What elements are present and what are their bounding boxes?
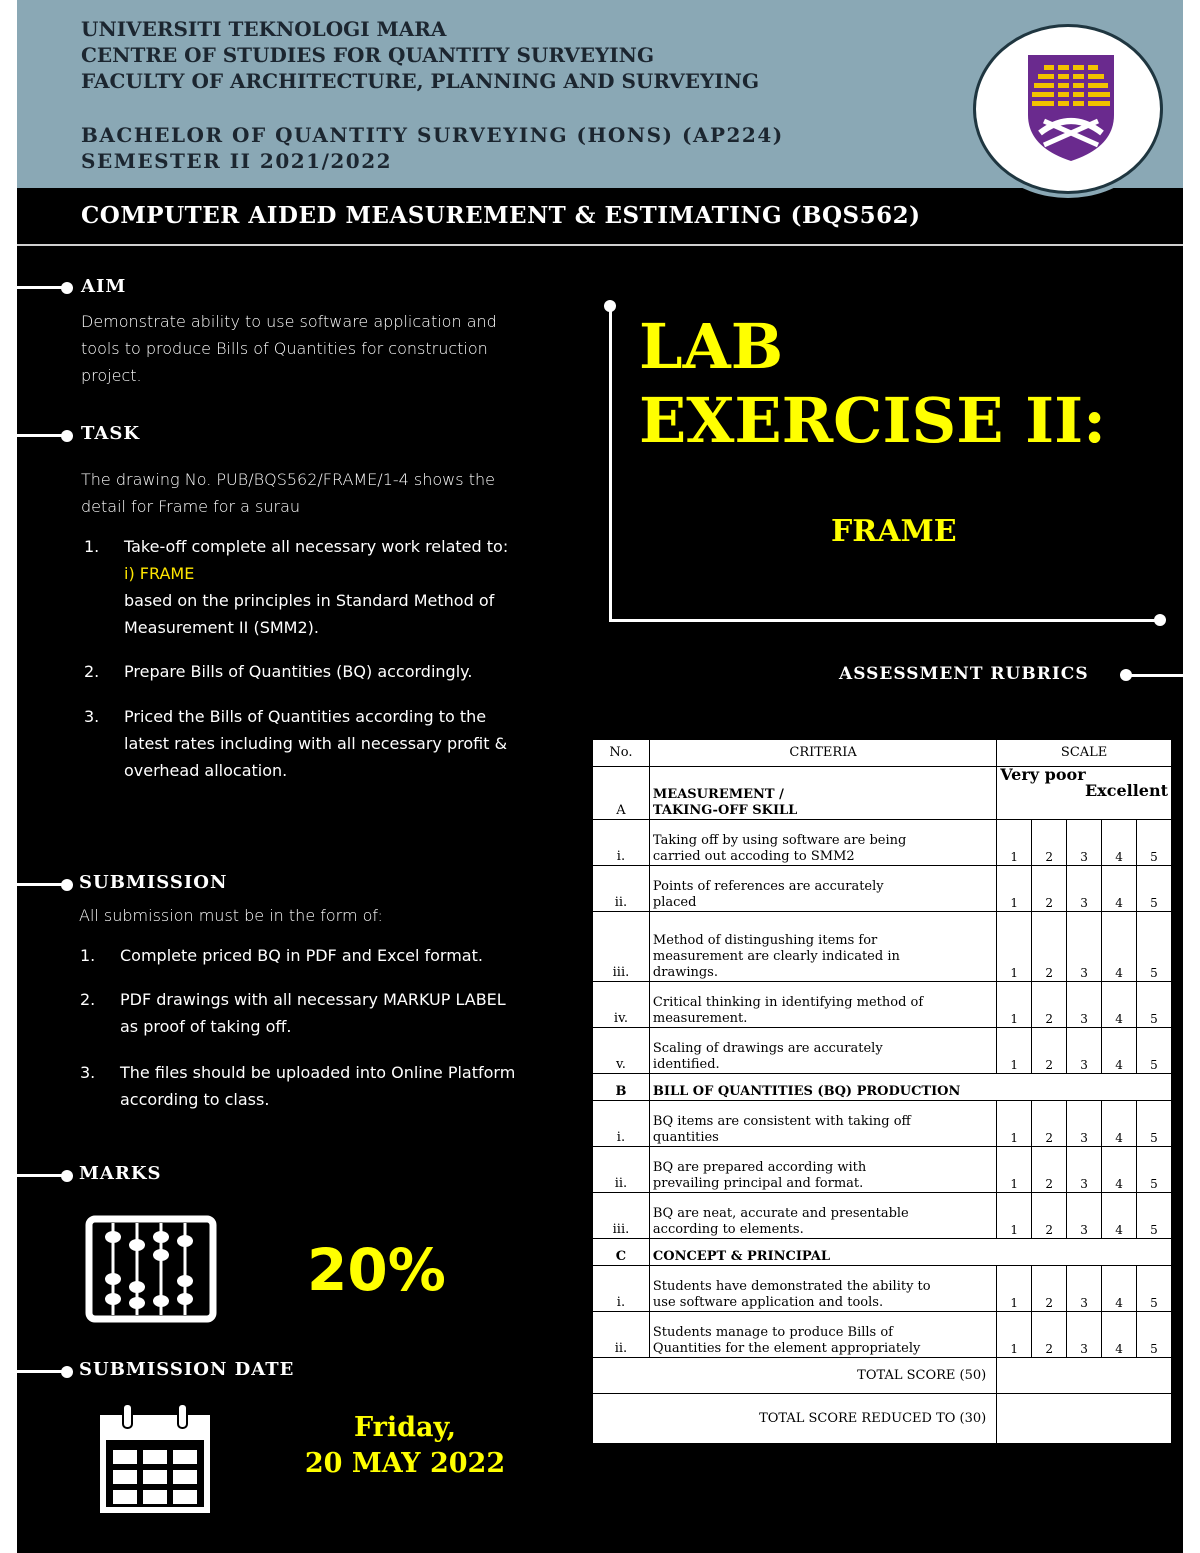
document-page	[17, 0, 1183, 1553]
task-item-1: 1. Take-off complete all necessary work related to: i) FRAME based on the principles in Standard Method of Measurement II (SMM2).	[84, 537, 509, 637]
table-row: i. Students have demonstrated the ability to use software application and tools. 1 2 3 4 5	[593, 1266, 1172, 1312]
task-item-frame: i) FRAME	[124, 564, 195, 583]
task-connector	[17, 434, 67, 437]
divider	[17, 244, 1183, 246]
section-b-row: B BILL OF QUANTITIES (BQ) PRODUCTION	[593, 1074, 1172, 1101]
submission-connector	[17, 883, 67, 886]
table-header-row: No. CRITERIA SCALE	[593, 740, 1172, 767]
frame-horizontal-line	[609, 619, 1161, 622]
submission-date-title: SUBMISSION DATE	[79, 1359, 295, 1380]
marks-bullet	[61, 1170, 73, 1182]
lab-exercise-title: LAB EXERCISE II:	[639, 310, 1106, 457]
submission-bullet	[61, 879, 73, 891]
section-a-row: A MEASUREMENT / TAKING-OFF SKILL Very poor Excellent	[593, 767, 1172, 820]
table-row: ii. BQ are prepared according with prevailing principal and format. 1 2 3 4 5	[593, 1147, 1172, 1193]
table-row: ii. Students manage to produce Bills of Quantities for the element appropriately 1 2 3 4 5	[593, 1312, 1172, 1358]
faculty-name: FACULTY OF ARCHITECTURE, PLANNING AND SURVEYING	[81, 69, 760, 93]
table-row: i. BQ items are consistent with taking off quantities 1 2 3 4 5	[593, 1101, 1172, 1147]
total-reduced-row: TOTAL SCORE REDUCED TO (30)	[593, 1394, 1172, 1444]
uitm-crest-icon	[1024, 51, 1118, 163]
submission-date-connector	[17, 1370, 67, 1373]
uitm-logo	[973, 24, 1163, 194]
calendar-icon	[99, 1402, 211, 1514]
task-item-3: 3. Priced the Bills of Quantities according to the latest rates including with all necessary profit & overhead allocation.	[84, 707, 508, 780]
programme-name: BACHELOR OF QUANTITY SURVEYING (HONS) (AP224)	[81, 123, 784, 147]
table-row: v. Scaling of drawings are accurately identified. 1 2 3 4 5	[593, 1028, 1172, 1074]
table-row: ii. Points of references are accurately placed 1 2 3 4 5	[593, 866, 1172, 912]
section-c-row: C CONCEPT & PRINCIPAL	[593, 1239, 1172, 1266]
task-bullet	[61, 430, 73, 442]
frame-end-dot	[1154, 614, 1166, 626]
submission-intro: All submission must be in the form of:	[79, 906, 383, 925]
total-score-row: TOTAL SCORE (50)	[593, 1358, 1172, 1394]
aim-connector	[17, 286, 67, 289]
task-item-2: 2. Prepare Bills of Quantities (BQ) accordingly.	[84, 662, 473, 681]
abacus-icon	[85, 1215, 217, 1323]
aim-title: AIM	[81, 276, 127, 297]
task-intro: The drawing No. PUB/BQS562/FRAME/1-4 shows the detail for Frame for a surau	[81, 470, 495, 516]
centre-name: CENTRE OF STUDIES FOR QUANTITY SURVEYING	[81, 43, 655, 67]
table-row: iii. Method of distingushing items for measurement are clearly indicated in drawings. 1 2 3 4 5	[593, 912, 1172, 982]
table-row: i. Taking off by using software are being carried out accoding to SMM2 1 2 3 4 5	[593, 820, 1172, 866]
marks-connector	[17, 1174, 67, 1177]
lab-subtitle: FRAME	[831, 514, 957, 549]
aim-text: Demonstrate ability to use software application and tools to produce Bills of Quantities for construction project.	[81, 312, 497, 385]
marks-title: MARKS	[79, 1163, 162, 1184]
task-title: TASK	[81, 423, 141, 444]
university-name: UNIVERSITI TEKNOLOGI MARA	[81, 17, 447, 41]
aim-bullet	[61, 282, 73, 294]
rubrics-title: ASSESSMENT RUBRICS	[839, 664, 1089, 684]
submission-item-3: 3. The files should be uploaded into Online Platform according to class.	[80, 1063, 516, 1109]
table-row: iii. BQ are neat, accurate and presentable according to elements. 1 2 3 4 5	[593, 1193, 1172, 1239]
submission-date-bullet	[61, 1366, 73, 1378]
assessment-rubrics-table	[592, 739, 1172, 1444]
submission-date-value: Friday, 20 MAY 2022	[304, 1412, 506, 1479]
submission-item-1: 1. Complete priced BQ in PDF and Excel format.	[80, 946, 483, 965]
table-row: iv. Critical thinking in identifying method of measurement. 1 2 3 4 5	[593, 982, 1172, 1028]
course-title: COMPUTER AIDED MEASUREMENT & ESTIMATING (BQS562)	[81, 202, 921, 229]
submission-item-2: 2. PDF drawings with all necessary MARKUP LABEL as proof of taking off.	[80, 990, 506, 1036]
marks-value: 20%	[307, 1236, 446, 1304]
frame-vertical-line	[609, 306, 612, 622]
rubrics-connector	[1127, 674, 1183, 677]
submission-title: SUBMISSION	[79, 872, 228, 893]
semester: SEMESTER II 2021/2022	[81, 149, 393, 173]
